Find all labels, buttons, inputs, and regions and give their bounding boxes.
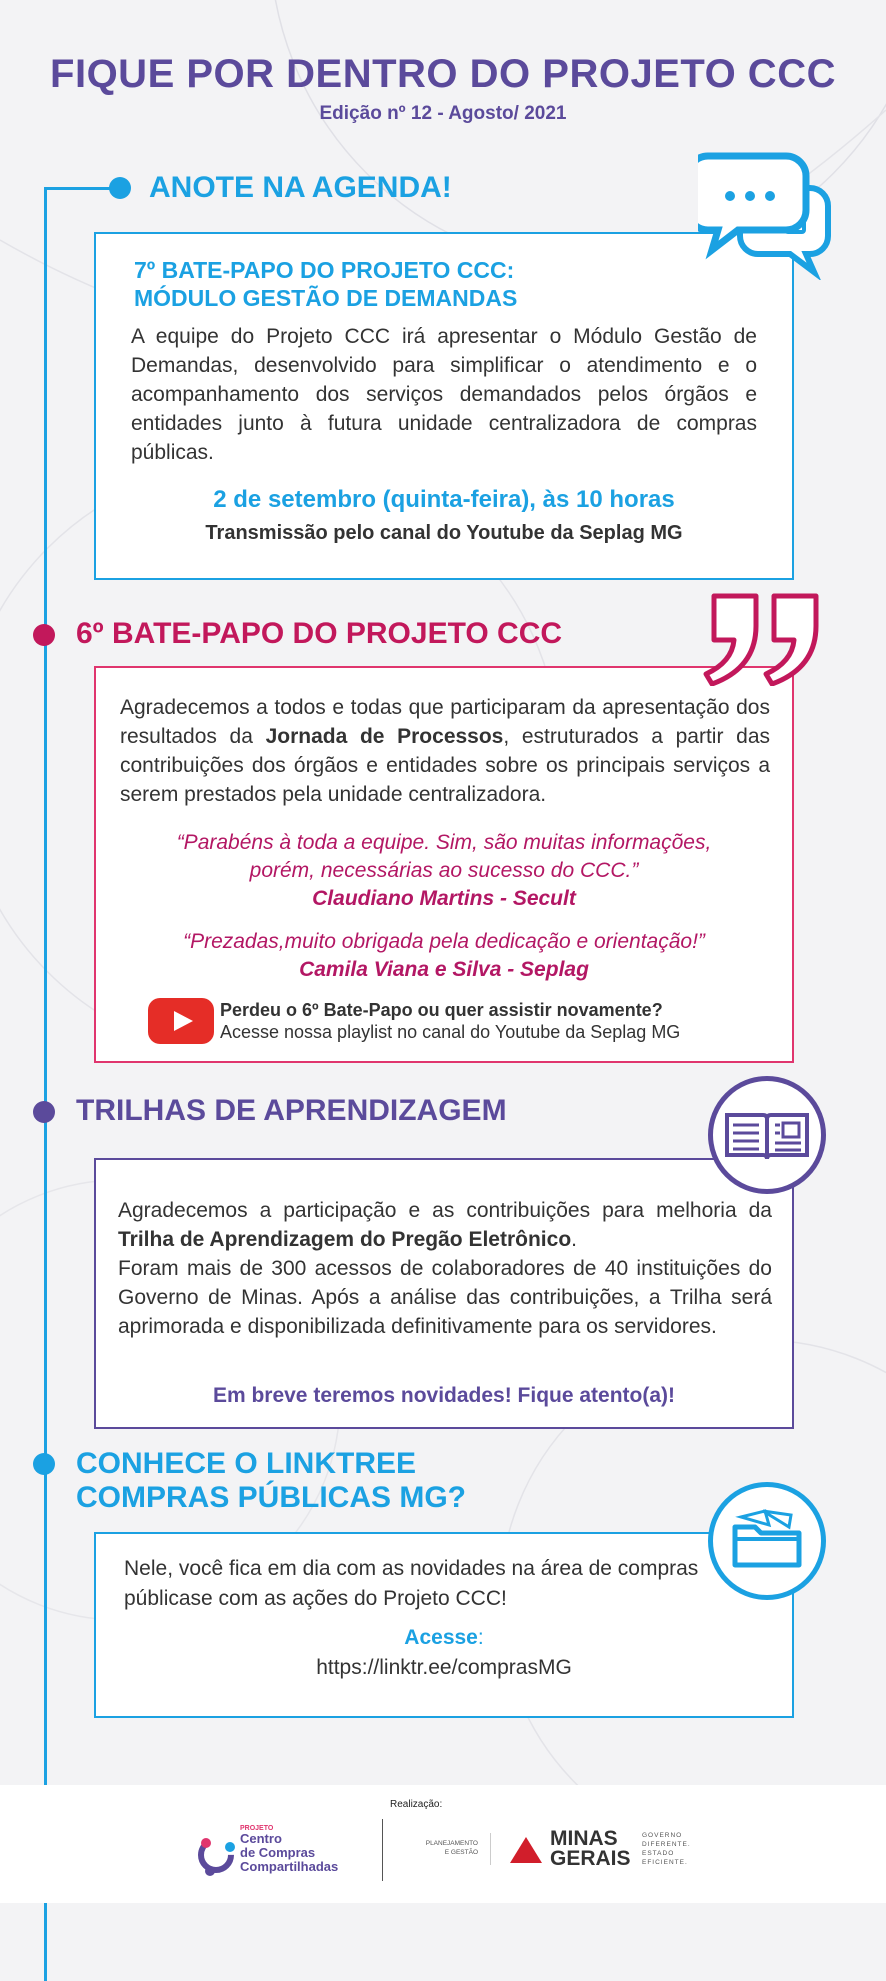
timeline-dot-linktree [33, 1453, 55, 1475]
youtube-icon[interactable] [148, 998, 214, 1044]
timeline-line [44, 190, 47, 1981]
trilhas-box [94, 1158, 794, 1429]
linktree-description: Nele, você fica em dia com as novidades na área de compras públicase com as ações do Projeto CCC! [124, 1557, 699, 1610]
section-heading-linktree: CONHECE O LINKTREE COMPRAS PÚBLICAS MG? [76, 1447, 466, 1514]
quote-1: “Parabéns à toda a equipe. Sim, são muitas informações, porém, necessárias ao sucesso do CCC.” Claudiano Martins - Secult [96, 829, 792, 913]
event-date: 2 de setembro (quinta-feira), às 10 horas [213, 486, 675, 513]
timeline-dot-agenda [109, 177, 131, 199]
timeline-dot-batepapo [33, 624, 55, 646]
youtube-cta[interactable]: Perdeu o 6º Bate-Papo ou quer assistir novamente? Acesse nossa playlist no canal do Youtube da Seplag MG [220, 1000, 681, 1042]
footer-planejamento: PLANEJAMENTO E GESTÃO [425, 1840, 478, 1856]
quote-marks-icon [700, 586, 834, 686]
footer-governo-tagline: GOVERNO DIFERENTE. ESTADO EFICIENTE. [642, 1832, 691, 1866]
edition-subtitle: Edição nº 12 - Agosto/ 2021 [319, 103, 567, 124]
footer-minas-gerais: MINAS GERAIS [550, 1827, 631, 1870]
folder-icon [708, 1482, 826, 1600]
linktree-url[interactable]: https://linktr.ee/comprasMG [316, 1656, 572, 1679]
trilhas-news: Em breve teremos novidades! Fique atento(a)! [212, 1384, 676, 1407]
linktree-box [94, 1532, 794, 1718]
quote-2-author: Camila Viana e Silva - Seplag [299, 958, 589, 981]
batepapo-description: Agradecemos a todos e todas que participaram da apresentação dos resultados da Jornada de Processos, estruturados a partir das contribuições dos órgãos e entidades sobre os principais serviços a serem prestados pela unidade centralizadora. [120, 696, 770, 806]
footer-realizacao: Realização: [390, 1799, 443, 1810]
event-title: 7º BATE-PAPO DO PROJETO CCC: MÓDULO GESTÃO DE DEMANDAS [134, 257, 518, 311]
footer-divider [382, 1819, 383, 1881]
trilhas-description: Agradecemos a participação e as contribuições para melhoria da Trilha de Aprendizagem do Pregão Eletrônico. Foram mais de 300 acessos de colaboradores de 40 instituições do Governo de Minas. Após a análise das contribuições, a Trilha será aprimorada e disponibilizada definitivamente para os servidores. [118, 1199, 772, 1338]
timeline-dot-trilhas [33, 1101, 55, 1123]
quote-2: “Prezadas,muito obrigada pela dedicação e orientação!” Camila Viana e Silva - Seplag [96, 928, 792, 984]
page-title: FIQUE POR DENTRO DO PROJETO CCC [50, 52, 836, 96]
agenda-box [94, 232, 794, 580]
access-label: Acesse: [404, 1626, 484, 1649]
timeline-hook [44, 187, 119, 190]
minas-gerais-triangle-icon [508, 1833, 544, 1867]
chat-bubbles-icon [698, 148, 834, 280]
section-heading-batepapo: 6º BATE-PAPO DO PROJETO CCC [76, 617, 563, 650]
ccc-logo-icon [194, 1833, 238, 1877]
section-heading-trilhas: TRILHAS DE APRENDIZAGEM [76, 1094, 507, 1127]
footer-logo-ccc: PROJETO Centro de Compras Compartilhadas [194, 1825, 364, 1885]
event-transmission: Transmissão pelo canal do Youtube da Seplag MG [205, 522, 683, 544]
section-heading-agenda: ANOTE NA AGENDA! [149, 171, 452, 204]
batepapo-box [94, 666, 794, 1063]
event-description: A equipe do Projeto CCC irá apresentar o Módulo Gestão de Demandas, desenvolvido para simplificar o atendimento e o acompanhamento dos serviços demandados pelos órgãos e entidades junto à futura unidade centralizadora de compras públicas. [131, 325, 757, 464]
open-book-icon [708, 1076, 826, 1194]
footer-divider-2 [490, 1833, 491, 1865]
footer [0, 1785, 886, 1903]
quote-1-author: Claudiano Martins - Secult [312, 887, 576, 910]
